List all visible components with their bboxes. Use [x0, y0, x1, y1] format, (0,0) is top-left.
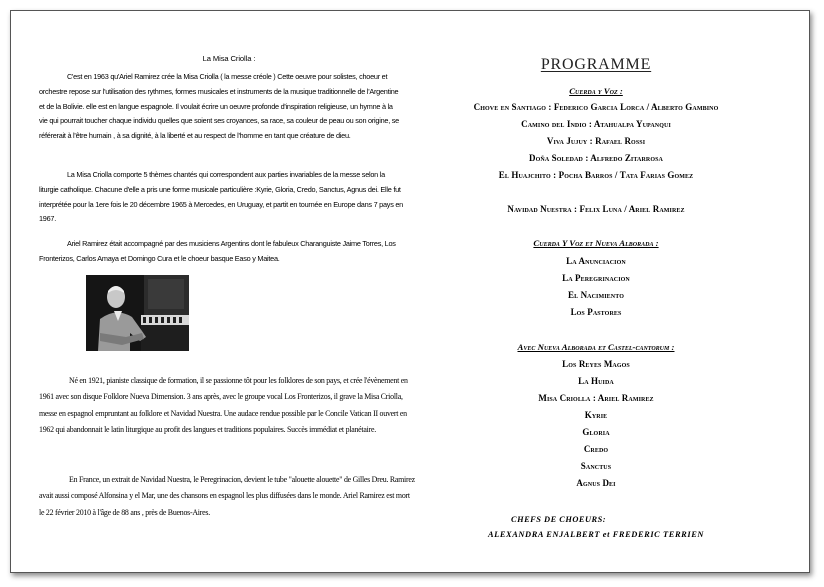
section-heading: Cuerda Y Voz et Nueva Alborada :	[533, 238, 659, 248]
france-paragraph: En France, un extrait de Navidad Nuestra, le Peregrinacion, devient le tube "alouette alouette" de Gilles Dreu. Ramirez avait aussi composé Alfonsina y el Mar, une des chansons en espagnol les plus diffusées dans le monde. Ariel Ramirez est mort le 22 février 2010 à l'âge de 88 ans , près de Buenos-Aires.	[39, 475, 415, 517]
programme-item: Doña Soledad : Alfredo Zitarrosa	[529, 153, 663, 163]
programme-item: Sanctus	[580, 461, 612, 471]
programme-item: Los Reyes Magos	[562, 359, 630, 369]
programme-item: Viva Jujuy : Rafael Rossi	[546, 136, 646, 146]
chefs-names: ALEXANDRA ENJALBERT et FREDERIC TERRIEN	[487, 530, 705, 539]
document-page	[10, 10, 810, 573]
programme-item: Navidad Nuestra : Felix Luna / Ariel Ramirez	[507, 204, 685, 214]
chefs-heading: CHEFS DE CHOEURS:	[511, 515, 607, 524]
programme-item: Agnus Dei	[576, 478, 616, 488]
programme-item: La Huida	[578, 376, 614, 386]
musicians-paragraph: Ariel Ramirez était accompagné par des musiciens Argentins dont le fabuleux Charanguiste Jaime Torres, Los Fronterizos, Carlos Amaya et Domingo Cura et le choeur basque Easo y Maitea.	[39, 239, 396, 263]
programme-item: El Nacimiento	[568, 290, 624, 300]
programme-item: Misa Criolla : Ariel Ramirez	[538, 393, 654, 403]
programme-item: El Huajchito : Pocha Barros / Tata Farias Gomez	[498, 170, 694, 180]
programme-item: Kyrie	[584, 410, 608, 420]
section-heading: Avec Nueva Alborada et Castel-cantorum :	[517, 342, 675, 352]
ariel-ramirez-photo	[86, 275, 189, 351]
intro-paragraph: C'est en 1963 qu'Ariel Ramirez crée la Misa Criolla ( la messe créole ) Cette oeuvre pour solistes, choeur et orchestre repose sur l'utilisation des rythmes, formes musicales et instruments de la musique traditionnelle de l'Argentine et de la Bolivie. elle est en langue espagnole. Il voulait écrire un oeuvre profonde d'inspiration religieuse, un hymne à la vie qui pourrait toucher chaque individu quelles que soient ses croyances, sa race, sa couleur de peau ou son origine, se référerait à l'être humain , à sa dignité, à la liberté et au respect de l'homme en tant que créature de dieu.	[39, 72, 399, 141]
misa-criolla-heading: La Misa Criolla :	[202, 54, 256, 63]
programme-item: Los Pastores	[570, 307, 622, 317]
biography-paragraph: Né en 1921, pianiste classique de formation, il se passionne tôt pour les folklores de son pays, et crée l'évènement en 1961 avec son disque Folklore Nueva Dimension. 3 ans après, avec le groupe vocal Los Fronterizos, il grave la Misa Criolla, messe en espagnol empruntant au folklore et Navidad Nuestra. Une audace rendue possible par le Concile Vatican II ouvert en 1962 qui abandonnait le latin liturgique au profit des langues et traditions populaires. Succès immédiat et planétaire.	[39, 376, 408, 434]
programme-item: Credo	[583, 444, 609, 454]
programme-item: La Peregrinacion	[562, 273, 630, 283]
programme-item: Gloria	[582, 427, 610, 437]
programme-title: PROGRAMME	[540, 56, 652, 73]
section-heading: Cuerda y Voz :	[569, 86, 623, 96]
themes-paragraph: La Misa Criolla comporte 5 thèmes chantés qui correspondent aux parties invariables de la messe selon la liturgie catholique. Chacune d'elle a pris une forme musicale particulière :Kyrie, Gloria, Credo, Sanctus, Agnus dei. Elle fut interprétée pour la 1ere fois le 20 décembre 1965 à Mercedes, en Uruguay, et partit en tournée en Europe dans 7 pays en 1967.	[39, 170, 403, 224]
programme-item: La Anunciacion	[566, 256, 626, 266]
programme-item: Chove en Santiago : Federico Garcia Lorca / Alberto Gambino	[473, 102, 719, 112]
programme-item: Camino del Indio : Atahualpa Yupanqui	[521, 119, 671, 129]
